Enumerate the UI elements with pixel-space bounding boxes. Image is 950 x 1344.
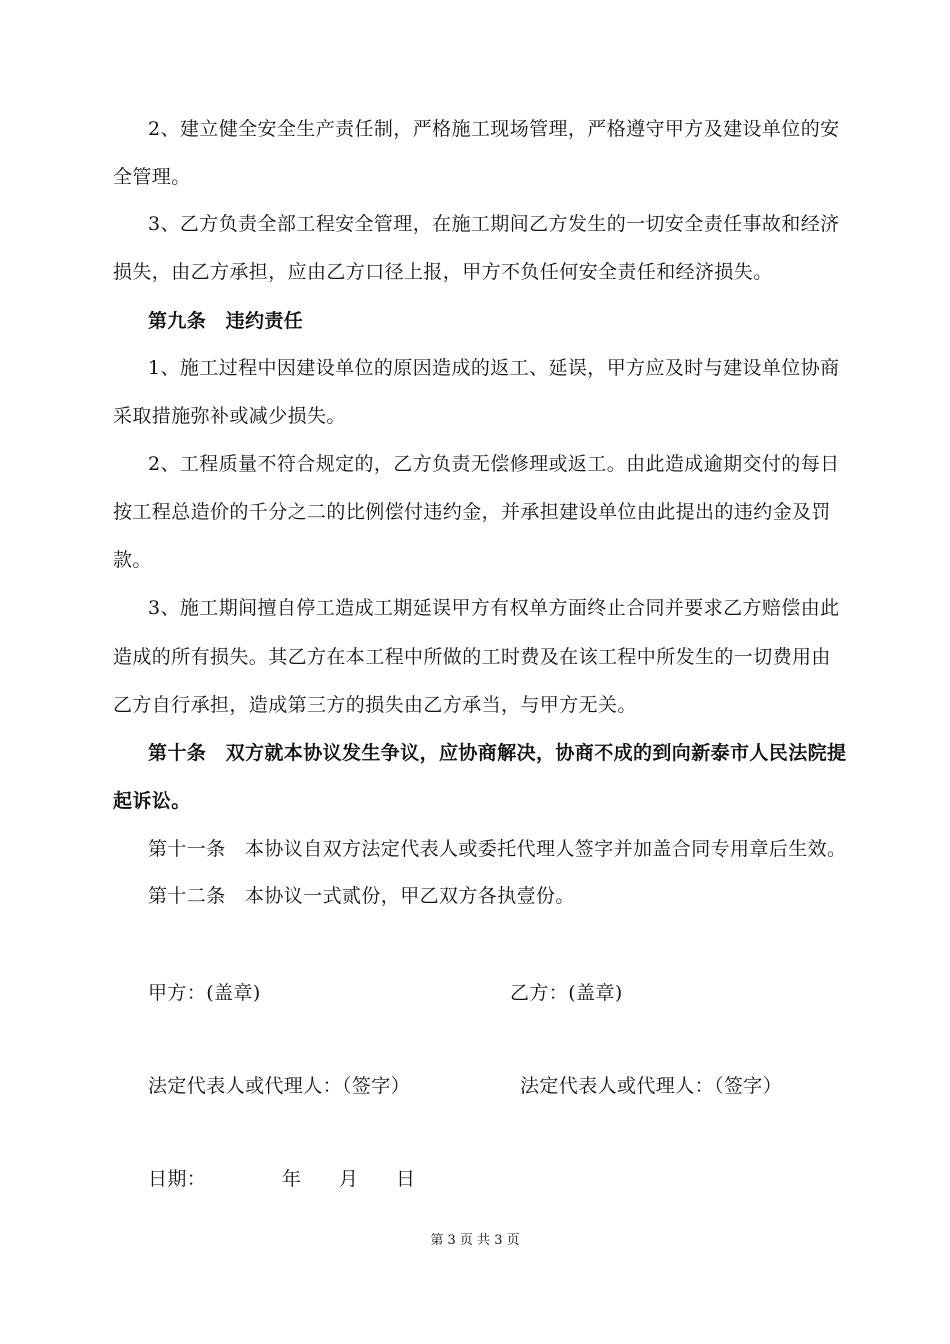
clause9-item2-line1: 2、工程质量不符合规定的，乙方负责无偿修理或返工。由此造成逾期交付的每日 [148, 453, 840, 475]
party-b-representative: 法定代表人或代理人：（签字） [520, 1075, 783, 1097]
clause8-item2-line1: 2、建立健全安全生产责任制，严格施工现场管理，严格遵守甲方及建设单位的安 [148, 118, 840, 140]
clause8-item3-line1: 3、乙方负责全部工程安全管理，在施工期间乙方发生的一切安全责任事故和经济 [148, 213, 840, 235]
clause10-line1: 第十条 双方就本协议发生争议，应协商解决，协商不成的到向新泰市人民法院提 [148, 742, 847, 764]
clause10-line2: 起诉讼。 [113, 790, 191, 812]
clause8-item3-line2: 损失，由乙方承担，应由乙方口径上报，甲方不负任何安全责任和经济损失。 [113, 261, 773, 283]
clause8-item2-line2: 全管理。 [113, 166, 191, 188]
clause9-item1-line1: 1、施工过程中因建设单位的原因造成的返工、延误，甲方应及时与建设单位协商 [148, 357, 840, 379]
party-a-representative: 法定代表人或代理人：（签字） [148, 1075, 411, 1097]
party-a-seal: 甲方：(盖章) [148, 982, 261, 1004]
clause9-item2-line2: 按工程总造价的千分之二的比例偿付违约金，并承担建设单位由此提出的违约金及罚 [113, 501, 831, 523]
clause9-item3-line1: 3、施工期间擅自停工造成工期延误甲方有权单方面终止合同并要求乙方赔偿由此 [148, 597, 840, 619]
page-number-footer: 第 3 页 共 3 页 [430, 1233, 520, 1248]
date-label: 日期： [148, 1168, 207, 1190]
date-day: 日 [396, 1168, 416, 1190]
clause9-item3-line2: 造成的所有损失。其乙方在本工程中所做的工时费及在该工程中所发生的一切费用由 [113, 646, 831, 668]
clause9-item3-line3: 乙方自行承担，造成第三方的损失由乙方承当，与甲方无关。 [113, 694, 637, 716]
clause9-heading: 第九条 违约责任 [148, 310, 304, 332]
date-year: 年 [282, 1168, 302, 1190]
party-b-seal: 乙方：(盖章) [510, 982, 623, 1004]
clause9-item2-line3: 款。 [113, 549, 152, 571]
clause9-item1-line2: 采取措施弥补或减少损失。 [113, 405, 346, 427]
clause12-text: 第十二条 本协议一式贰份，甲乙双方各执壹份。 [148, 885, 575, 907]
clause11-text: 第十一条 本协议自双方法定代表人或委托代理人签字并加盖合同专用章后生效。 [148, 838, 847, 860]
date-month: 月 [339, 1168, 359, 1190]
